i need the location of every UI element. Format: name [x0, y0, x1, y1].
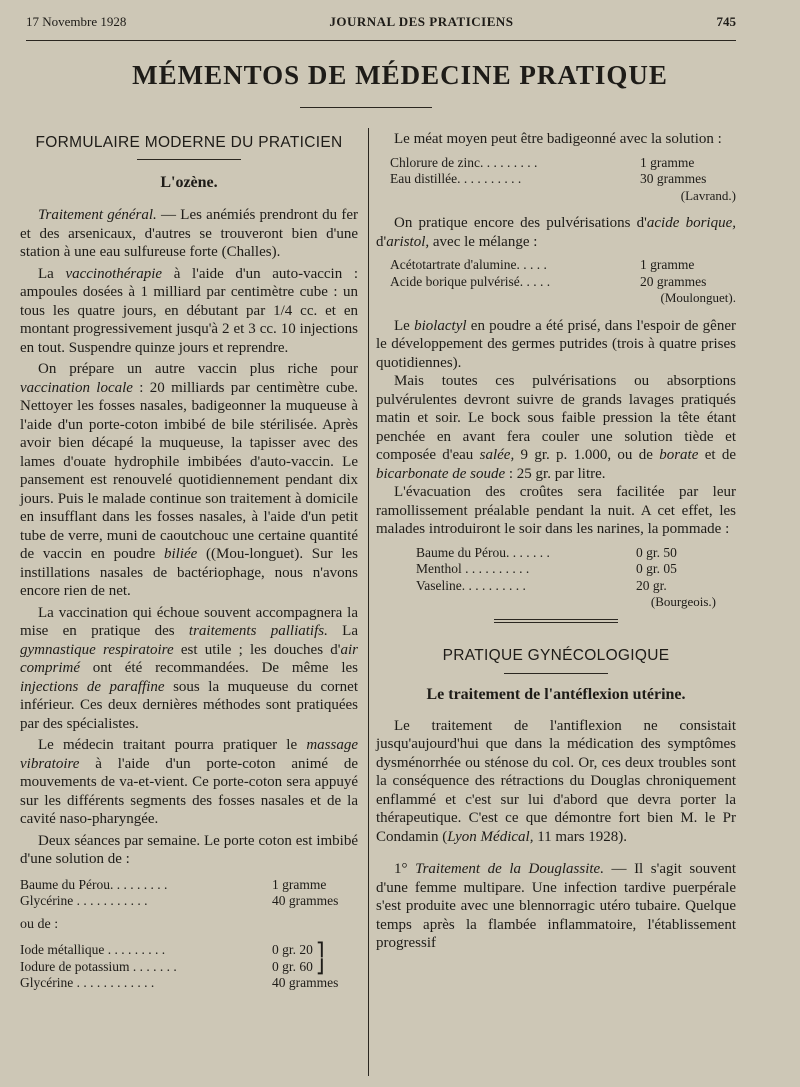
text: La vaccination qui échoue souvent accompagnera la mise en pratique des: [20, 604, 358, 639]
quantity: 0 gr. 05: [636, 561, 677, 576]
paragraph: Le méat moyen peut être badigeonné avec la solution :: [394, 131, 722, 147]
italic-text: salée,: [479, 447, 515, 463]
italic-text: vaccination locale: [20, 379, 133, 396]
quantity: 0 gr. 20: [272, 942, 313, 957]
quantity: 1 gramme: [640, 257, 695, 272]
text: : 20 milliards par centimètre cube. Nettoyer les fosses nasales, badigeonner la muqueuse à l'aide d'un porte-coton imbibé de bile stérilisée. Après avoir bien décapé la muqueuse, la tapisser avec des lames d'ouate hydrophile imbibées d'auto-vaccin. Le pansement est renouvelé quotidiennement pendant dix jours. Puis le malade continue son traitement à domicile en insufflant dans les fosses nasales, à l'aide d'un petit tube de verre, muni de caoutchouc une certaine quantité de vaccin en poudre: [20, 379, 358, 562]
article-subtitle-anteflexion: Le traitement de l'antéflexion utérine.: [426, 686, 686, 703]
recipe-line: [390, 155, 736, 172]
recipe-line: [20, 942, 358, 959]
ingredient: Acide borique pulvérisé. . . . .: [390, 273, 551, 289]
ingredient: Eau distillée. . . . . . . . . .: [390, 171, 522, 186]
recipe-block: [20, 877, 358, 910]
text: ont été recommandées. De même les: [80, 660, 358, 676]
section-double-rule: [494, 619, 618, 623]
ingredient: Menthol . . . . . . . . . .: [416, 561, 530, 576]
recipe-line: [20, 975, 358, 992]
quantity-with-brace: [272, 959, 358, 976]
header-page-number: 745: [716, 14, 736, 29]
ingredient: Baume du Pérou. . . . . . .: [416, 544, 550, 560]
quantity: 20 grammes: [640, 273, 707, 289]
article-subtitle-ozene: L'ozène.: [160, 173, 218, 191]
quantity-with-brace: [272, 942, 358, 959]
italic-text: bicarbonate de soude: [376, 465, 506, 482]
text: Mais toutes ces pulvérisations ou absorptions pulvérulentes devront suivre de grands lavages pratiqués matin et soir. Le bock sous faible pression la tête étant penchée en avant fera couler une solution tiède et composée d'eau: [376, 373, 736, 463]
recipe-line: [390, 171, 736, 188]
recipe-line: [390, 274, 736, 291]
left-column: [20, 128, 358, 992]
recipe-line: [416, 561, 716, 578]
quantity: 1 gramme: [272, 876, 327, 892]
brace-mark: ⎦: [316, 958, 324, 974]
ingredient: Iode métallique . . . . . . . . .: [20, 942, 166, 957]
text: 11 mars 1928).: [533, 828, 628, 845]
paragraph: [376, 860, 736, 953]
running-head: [26, 14, 736, 41]
page-title: MÉMENTOS DE MÉDECINE PRATIQUE: [132, 60, 668, 90]
text: est utile ; les douches d': [173, 641, 341, 658]
text: : 25 gr. par litre.: [505, 465, 606, 482]
recipe-block: [390, 257, 736, 307]
paragraph: [376, 317, 736, 373]
italic-text: acide borique,: [646, 215, 736, 231]
recipe-block: [390, 155, 736, 205]
italic-text: aristol,: [386, 233, 430, 250]
ingredient: Chlorure de zinc. . . . . . . . .: [390, 154, 538, 170]
text: à l'aide d'un auto-vaccin : ampoules dosées à 1 milliard par centimètre cube : un tous les quatre jours, en débutant par 1/4 cc. et en montant progressivement jusqu'à 2 et 3 cc. 10 injections en tout. Suspendre quinze jours et reprendre.: [20, 265, 358, 356]
author-credit: (Lavrand.): [680, 187, 736, 203]
paragraph: [20, 360, 358, 601]
italic-text: massage vibratoire: [20, 737, 358, 772]
paragraph: Deux séances par semaine. Le porte coton est imbibé d'une solution de :: [20, 832, 358, 867]
author-credit: (Bourgeois.): [650, 594, 716, 609]
text: 9 gr. p. 1.000, ou de: [514, 447, 660, 463]
column-divider: [368, 128, 369, 1076]
paragraph: [376, 214, 736, 251]
recipe-line: [20, 877, 358, 894]
paragraph: [20, 265, 358, 358]
ingredient: Iodure de potassium . . . . . . .: [20, 958, 177, 974]
quantity: 30 grammes: [640, 171, 707, 186]
text: sous la muqueuse du cornet inférieur. Ces deux dernières méthodes sont pratiquées par des spécialistes.: [20, 678, 358, 732]
header-date: 17 Novembre 1928: [26, 14, 127, 29]
paragraph: [376, 372, 736, 483]
text: ((Mou-longuet). Sur les instillations nasales de bactériophage, nous n'avons encore rien de net.: [20, 546, 359, 599]
paragraph: [376, 717, 736, 847]
ingredient: Vaseline. . . . . . . . . .: [416, 577, 526, 593]
text: d': [376, 233, 387, 250]
text: On prépare un autre vaccin plus riche pour: [38, 361, 358, 377]
text: On pratique encore des pulvérisations d': [394, 215, 647, 231]
quantity: 1 gramme: [640, 154, 695, 170]
ingredient: Acétotartrate d'alumine. . . . .: [390, 257, 547, 272]
italic-text: gymnastique respiratoire: [20, 641, 174, 658]
section-rule: [137, 159, 241, 160]
text: et de: [698, 447, 736, 463]
recipe-line: [20, 893, 358, 910]
recipe-line: [20, 959, 358, 976]
paragraph: [20, 206, 358, 262]
right-column: [376, 128, 736, 953]
text: — Il s'agit souvent d'une femme multipare. Une infection tardive puerpérale s'est produite avec une blennorragic utéro tubaire. Quelque temps après la flambée inflammatoire, l'établissement progressif: [376, 861, 737, 951]
italic-text: Lyon Médical,: [447, 828, 534, 845]
author-credit: (Moulonguet).: [660, 290, 736, 305]
ingredient: Glycérine . . . . . . . . . . .: [20, 893, 148, 908]
italic-text: borate: [659, 447, 699, 463]
quantity: 20 gr.: [636, 577, 667, 593]
ingredient: Baume du Pérou. . . . . . . . .: [20, 876, 168, 892]
text: 1°: [394, 861, 416, 877]
quantity: 0 gr. 50: [636, 544, 677, 560]
recipe-block: [20, 942, 358, 992]
italic-text: Traitement de la Douglassite.: [415, 861, 604, 877]
italic-text: air comprimé: [20, 641, 358, 676]
italic-text: traitements palliatifs.: [188, 623, 328, 639]
section-heading-formulaire: FORMULAIRE MODERNE DU PRATICIEN: [35, 134, 343, 151]
quantity: 40 grammes: [272, 893, 339, 908]
recipe-line: [416, 578, 716, 595]
text: Le: [394, 317, 415, 334]
title-rule: [300, 107, 432, 108]
italic-text: injections de paraffine: [20, 678, 165, 695]
paragraph: [20, 736, 358, 829]
recipe-line: [390, 257, 736, 274]
italic-text: Traitement général.: [38, 207, 157, 223]
text: La: [327, 623, 358, 639]
italic-text: vaccinothérapie: [65, 265, 163, 282]
quantity: 40 grammes: [272, 975, 339, 990]
ingredient: Glycérine . . . . . . . . . . . .: [20, 975, 155, 990]
paragraph: [20, 604, 358, 734]
section-rule: [504, 673, 608, 674]
paragraph: L'évacuation des croûtes sera facilitée par leur ramollissement préalable pendant la nuit. A cet effet, les malades introduiront le soir dans les narines, la pommade :: [376, 484, 736, 537]
recipe-line: [416, 545, 716, 562]
quantity: 0 gr. 60: [272, 958, 313, 974]
section-heading-gynecologique: PRATIQUE GYNÉCOLOGIQUE: [442, 646, 670, 664]
text: Le traitement de l'antiflexion ne consistait jusqu'aujourd'hui que dans la médication des symptômes dysménorrhée ou sténose du col. Or, ces deux troubles sont la conséquence des rétractions du Douglas chroniquement enflammé et c'est sur lui d'abord que devra porter la thérapeutique. C'est ce que démontre fort bien M. le Pr Condamin (: [376, 717, 736, 845]
text: — Les anémiés prendront du fer et des arsenicaux, d'autres se trouveront bien d'une station à une eau sulfureuse forte (Challes).: [20, 207, 358, 260]
recipe-block: [416, 545, 716, 611]
text: La: [38, 265, 66, 282]
text: avec le mélange :: [429, 233, 538, 250]
brace-mark: ⎤: [316, 942, 324, 957]
text: en poudre a été prisé, dans l'espoir de gêner le développement des germes putrides (trois à quatre prises quotidiennes).: [376, 317, 736, 371]
alternative-label: ou de :: [20, 916, 59, 932]
text: Le médecin traitant pourra pratiquer le: [38, 737, 307, 753]
text: à l'aide d'un porte-coton animé de mouvements de va-et-vient. Ce porte-coton sera appuyé sur les différents segments des fosses nasales et de la cavité naso-pharyngée.: [20, 755, 358, 827]
italic-text: biliée: [163, 546, 198, 562]
header-journal-name: JOURNAL DES PRATICIENS: [329, 14, 514, 29]
italic-text: biolactyl: [414, 317, 467, 334]
